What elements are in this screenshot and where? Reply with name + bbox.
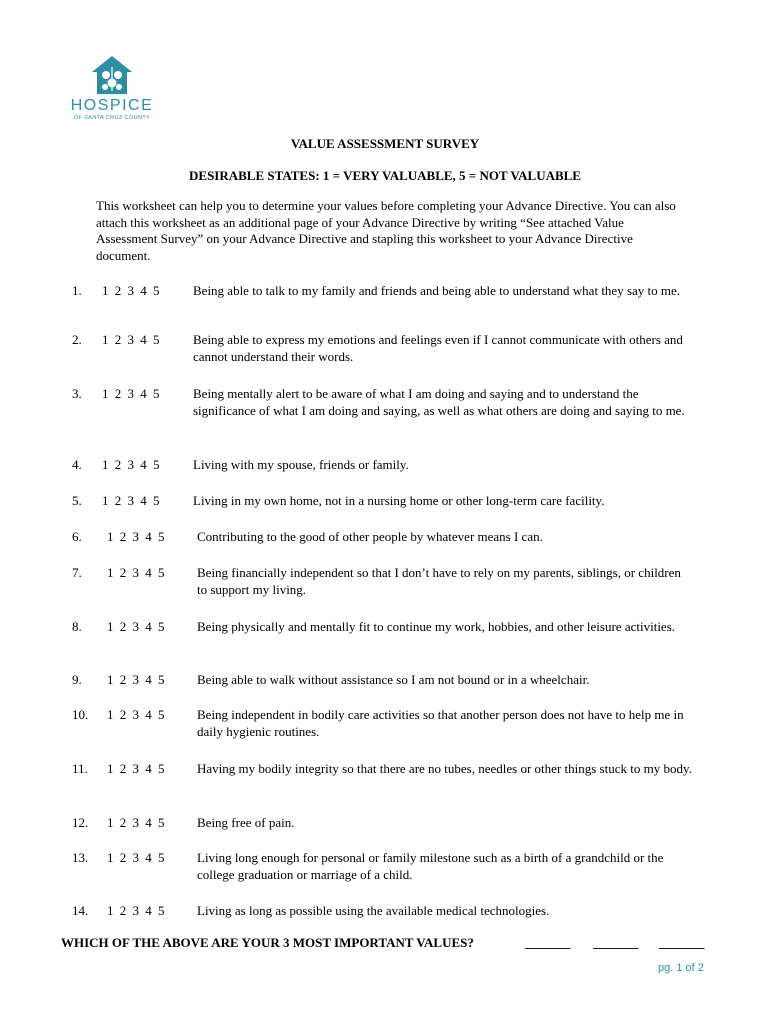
item-statement: Being mentally alert to be aware of what I am doing and saying and to understand the significance of what I am doing and saying, as well as what others are doing and saying to me.: [193, 386, 685, 418]
item-number: 4.: [72, 457, 82, 472]
item-statement: Being able to express my emotions and feelings even if I cannot communicate with others and cannot understand their words.: [193, 332, 683, 364]
item-statement: Being free of pain.: [197, 815, 295, 830]
rating-scale[interactable]: 1 2 3 4 5: [107, 903, 165, 918]
answer-blank-2[interactable]: _______: [593, 935, 639, 950]
item-number: 5.: [72, 493, 82, 508]
item-number: 2.: [72, 332, 82, 347]
item-number: 13.: [72, 850, 89, 865]
item-statement: Being able to talk to my family and friends and being able to understand what they say to me.: [193, 283, 681, 298]
hospice-logo: [70, 55, 154, 121]
item-number: 12.: [72, 815, 89, 830]
rating-scale[interactable]: 1 2 3 4 5: [102, 493, 160, 508]
rating-scale[interactable]: 1 2 3 4 5: [107, 850, 165, 865]
item-number: 11.: [72, 761, 88, 776]
logo-wordmark: HOSPICE: [70, 97, 154, 114]
rating-scale[interactable]: 1 2 3 4 5: [107, 761, 165, 776]
item-statement: Being able to walk without assistance so I am not bound or in a wheelchair.: [197, 672, 590, 687]
item-statement: Living as long as possible using the available medical technologies.: [197, 903, 550, 918]
page-title: VALUE ASSESSMENT SURVEY: [290, 136, 480, 151]
scale-legend: DESIRABLE STATES: 1 = VERY VALUABLE, 5 = NOT VALUABLE: [189, 168, 581, 183]
rating-scale[interactable]: 1 2 3 4 5: [107, 565, 165, 580]
logo-tagline: OF SANTA CRUZ COUNTY: [73, 115, 151, 121]
rating-scale[interactable]: 1 2 3 4 5: [107, 619, 165, 634]
item-number: 7.: [72, 565, 82, 580]
item-number: 9.: [72, 672, 82, 687]
item-number: 14.: [72, 903, 89, 918]
item-statement: Contributing to the good of other people by whatever means I can.: [197, 529, 543, 544]
rating-scale[interactable]: 1 2 3 4 5: [107, 529, 165, 544]
item-statement: Being physically and mentally fit to continue my work, hobbies, and other leisure activities.: [197, 619, 676, 634]
rating-scale[interactable]: 1 2 3 4 5: [107, 815, 165, 830]
item-number: 1.: [72, 283, 82, 298]
rating-scale[interactable]: 1 2 3 4 5: [102, 386, 160, 401]
question-prompt: WHICH OF THE ABOVE ARE YOUR 3 MOST IMPORTANT VALUES?: [61, 935, 474, 950]
answer-blank-3[interactable]: _______: [659, 935, 705, 950]
rating-scale[interactable]: 1 2 3 4 5: [102, 332, 160, 347]
item-statement: Having my bodily integrity so that there are no tubes, needles or other things stuck to my body.: [197, 761, 692, 776]
item-number: 3.: [72, 386, 82, 401]
item-statement: Living with my spouse, friends or family.: [193, 457, 409, 472]
item-statement: Being financially independent so that I don’t have to rely on my parents, siblings, or children to support my living.: [197, 565, 681, 597]
item-number: 10.: [72, 707, 89, 722]
intro-paragraph: This worksheet can help you to determine your values before completing your Advance Directive. You can also attach this worksheet as an additional page of your Advance Directive by writing “See attached Value Assessment Survey” on your Advance Directive and stapling this worksheet to your Advance Directive document.: [96, 198, 676, 263]
item-number: 8.: [72, 619, 82, 634]
item-statement: Living in my own home, not in a nursing home or other long-term care facility.: [193, 493, 605, 508]
rating-scale[interactable]: 1 2 3 4 5: [107, 707, 165, 722]
rating-scale[interactable]: 1 2 3 4 5: [107, 672, 165, 687]
rating-scale[interactable]: 1 2 3 4 5: [102, 457, 160, 472]
item-statement: Being independent in bodily care activities so that another person does not have to help me in daily hygienic routines.: [197, 707, 684, 739]
rating-scale[interactable]: 1 2 3 4 5: [102, 283, 160, 298]
page-number: pg. 1 of 2: [658, 962, 704, 974]
item-statement: Living long enough for personal or family milestone such as a birth of a grandchild or the college graduation or marriage of a child.: [197, 850, 664, 882]
item-number: 6.: [72, 529, 82, 544]
hospice-house-icon: [91, 55, 133, 95]
answer-blank-1[interactable]: _______: [525, 935, 571, 950]
